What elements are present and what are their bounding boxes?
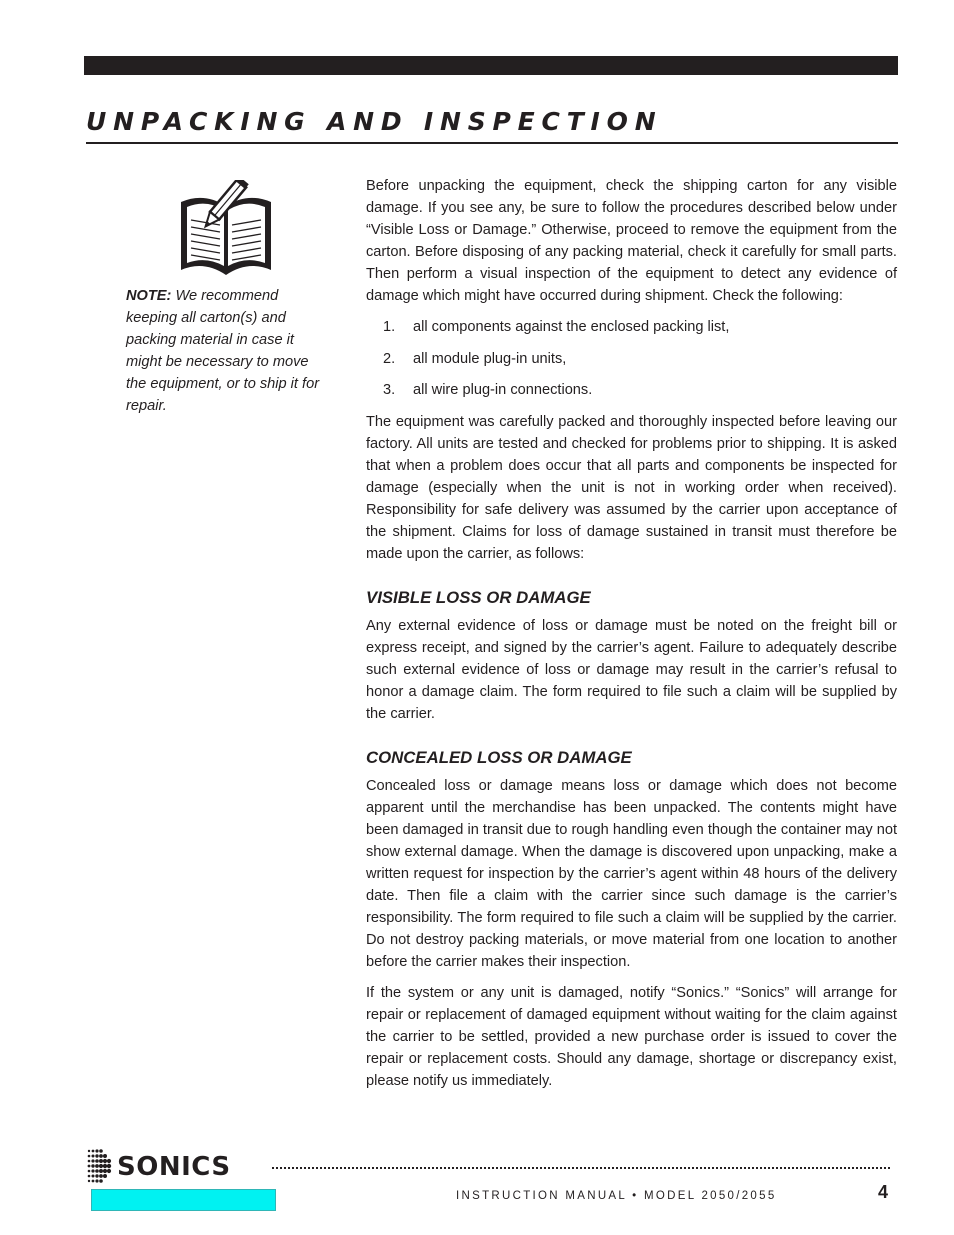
notify-paragraph: If the system or any unit is damaged, notify “Sonics.” “Sonics” will arrange for repair or replacement of damaged equipment without waiting for the claim against the carrier to be settled, provided a new purchase order is issued to cover the repair or replacement costs. Should any damage, shortage or discrepancy exist, please notify us immediately. <box>366 984 897 1089</box>
main-content <box>366 175 897 1101</box>
list-item: 2. all module plug-in units, <box>383 350 567 367</box>
visible-damage-paragraph: Any external evidence of loss or damage must be noted on the freight bill or express receipt, and signed by the carrier’s agent. Failure to adequately describe such external evidence of loss or damage may result in the carrier’s refusal to honor a damage claim. The form required to file such a claim will be supplied by the carrier. <box>366 617 897 722</box>
inspection-checklist <box>366 316 897 401</box>
list-item: 3. all wire plug-in connections. <box>383 382 593 398</box>
dot-leader <box>272 1167 890 1169</box>
list-item: 1. all components against the enclosed packing list, <box>383 319 730 335</box>
logo-text: SONICS <box>117 1152 231 1182</box>
note-label: NOTE: <box>126 288 172 304</box>
concealed-damage-paragraph: Concealed loss or damage means loss or damage which does not become apparent until the merchandise has been unpacked. The contents might have been damaged in transit due to rough handling even though the container may not show external damage. When the damage is discovered upon unpacking, make a written request for inspection by the carrier’s agent within 48 hours of the delivery date. Then file a claim with the carrier since such damage is the carrier’s responsibility. The form required to file such a claim will be supplied by the carrier. Do not destroy packing materials, or move material from one location to another before the carrier makes their inspection. <box>366 777 897 970</box>
logo-dots-icon <box>86 1148 112 1184</box>
concealed-damage-heading: CONCEALED LOSS OR DAMAGE <box>366 747 632 767</box>
note-text: We recommend keeping all carton(s) and packing material in case it might be necessary to move the equipment, or to ship it for repair. <box>126 288 320 414</box>
book-pencil-icon <box>176 180 276 280</box>
header-bar <box>84 56 898 75</box>
sidenote <box>126 285 326 417</box>
accent-bar <box>91 1189 276 1211</box>
packing-paragraph: The equipment was carefully packed and thoroughly inspected before leaving our factory. All units are tested and checked for problems prior to shipping. It is asked that when a problem does occur that all parts and components be inspected for damage (especially when the unit is not in working order when received). Responsibility for safe delivery was assumed by the carrier upon acceptance of the shipment. Claims for loss of damage sustained in transit must therefore be made upon the carrier, as follows: <box>366 413 897 562</box>
visible-damage-heading: VISIBLE LOSS OR DAMAGE <box>366 587 591 607</box>
manual-title: INSTRUCTION MANUAL • MODEL 2050/2055 <box>456 1190 777 1202</box>
page-title: UNPACKING AND INSPECTION <box>86 107 663 136</box>
intro-paragraph: Before unpacking the equipment, check the shipping carton for any visible damage. If you see any, be sure to follow the procedures described below under “Visible Loss or Damage.” Otherwise, proceed to remove the equipment from the carton. Before disposing of any packing material, check it carefully for small parts. Then perform a visual inspection of the equipment to detect any evidence of damage which might have occurred during shipment. Check the following: <box>366 178 897 304</box>
sonics-logo <box>86 1148 286 1186</box>
page-number: 4 <box>878 1182 889 1202</box>
title-rule <box>86 142 898 144</box>
